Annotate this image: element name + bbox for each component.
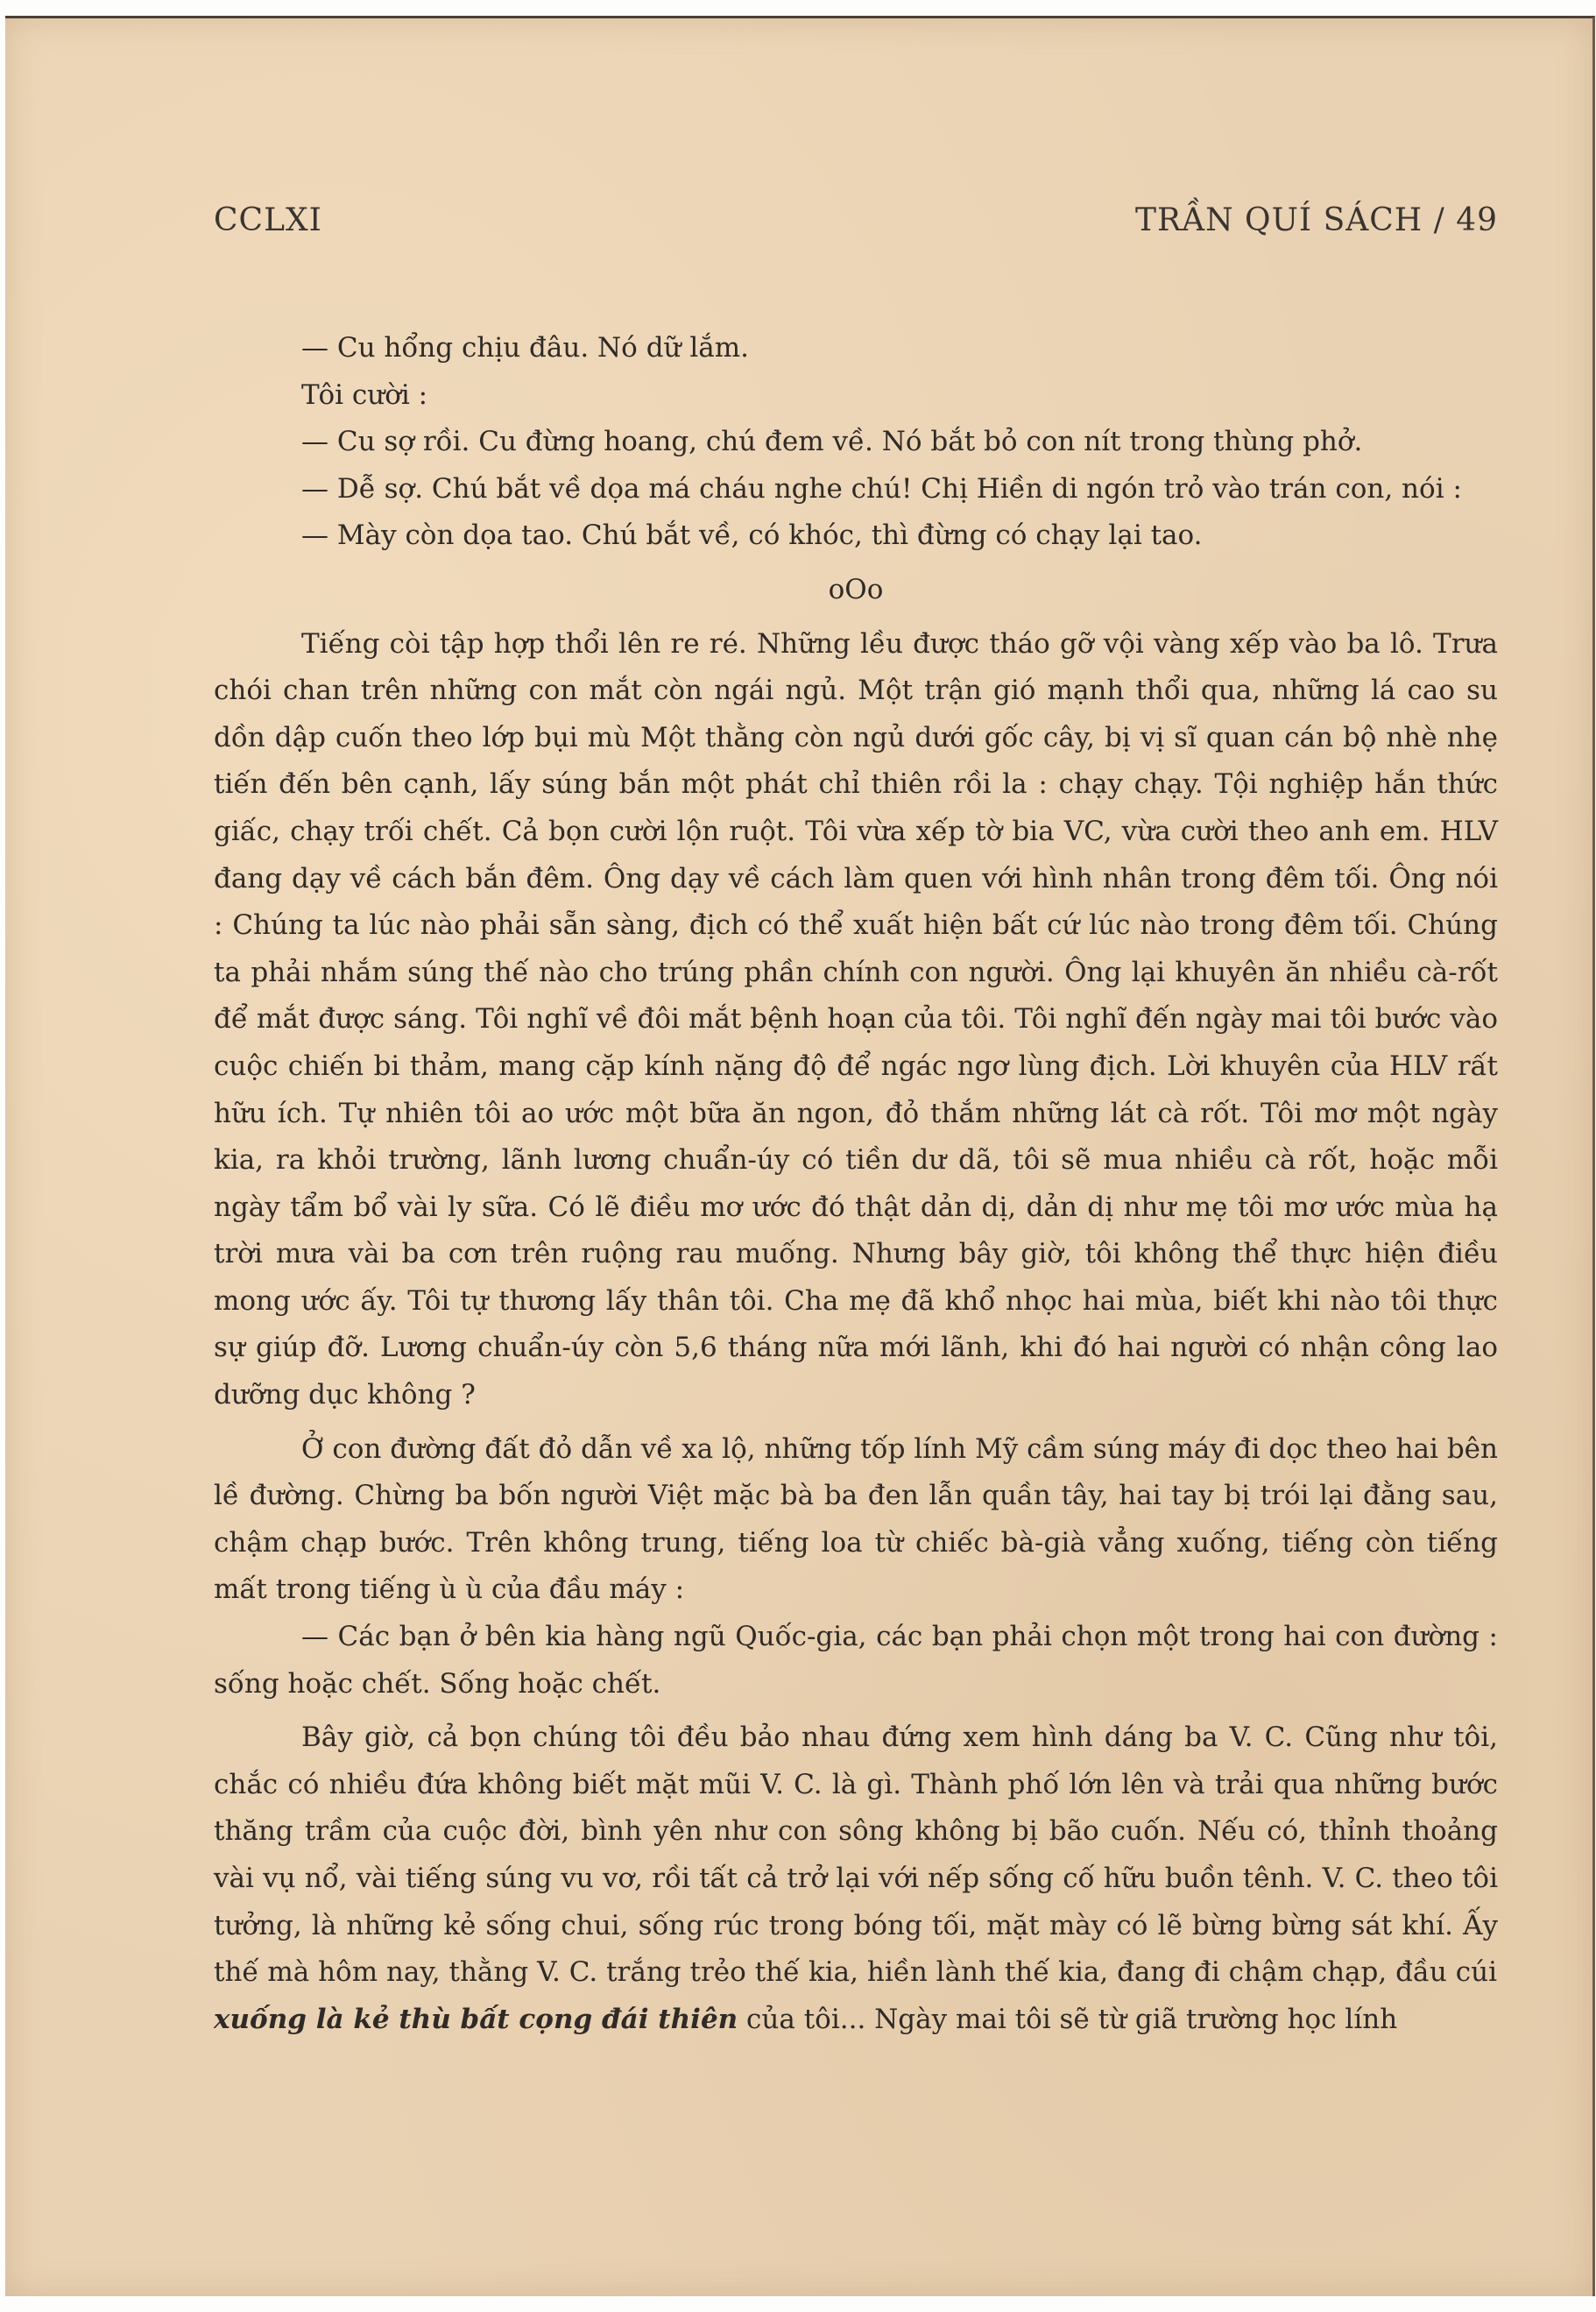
paragraph-continuation: [214, 1997, 1498, 2044]
italic-phrase: xuống là kẻ thù bất cọng đái thiên: [214, 2003, 738, 2035]
author-page-number: TRẦN QUÍ SÁCH / 49: [1135, 202, 1498, 238]
narration-line: Tôi cười :: [301, 378, 428, 411]
book-page: [5, 16, 1595, 2296]
dialogue-line: — Mày còn dọa tao. Chú bắt về, có khóc, thì đừng có chạy lại tao.: [301, 520, 1203, 552]
dialogue-line: — Cu sợ rồi. Cu đừng hoang, chú đem về. Nó bắt bỏ con nít trong thùng phở.: [301, 426, 1363, 458]
paragraph: Ở con đường đất đỏ dẫn về xa lộ, những tốp lính Mỹ cầm súng máy đi dọc theo hai bên lề đường. Chừng ba bốn người Việt mặc bà ba đen lẫn quần tây, hai tay bị trói lại đằng sau, chậm chạp bước. Trên không trung, tiếng loa từ chiếc bà-già vẳng xuống, tiếng còn tiếng mất trong tiếng ù ù của đầu máy :: [214, 1432, 1498, 1606]
chapter-numeral: CCLXI: [214, 202, 322, 238]
body-text: [214, 325, 1498, 2043]
section-separator: oOo: [828, 573, 884, 605]
paragraph: Tiếng còi tập hợp thổi lên re ré. Những lều được tháo gỡ vội vàng xếp vào ba lô. Trưa chói chan trên những con mắt còn ngái ngủ. Một trận gió mạnh thổi qua, những lá cao su dồn dập cuốn theo lớp bụi mù Một thằng còn ngủ dưới gốc cây, bị vị sĩ quan cán bộ nhè nhẹ tiến đến bên cạnh, lấy súng bắn một phát chỉ thiên rồi la : chạy chạy. Tội nghiệp hắn thức giấc, chạy trối chết. Cả bọn cười lộn ruột. Tôi vừa xếp tờ bia VC, vừa cười theo anh em. HLV đang dạy về cách bắn đêm. Ông dạy về cách làm quen với hình nhân trong đêm tối. Ông nói : Chúng ta lúc nào phải sẵn sàng, địch có thể xuất hiện bất cứ lúc nào trong đêm tối. Chúng ta phải nhắm súng thế nào cho trúng phần chính con người. Ông lại khuyên ăn nhiều cà-rốt để mắt được sáng. Tôi nghĩ về đôi mắt bệnh hoạn của tôi. Tôi nghĩ đến ngày mai tôi bước vào cuộc chiến bi thảm, mang cặp kính nặng độ để ngác ngơ lùng địch. Lời khuyên của HLV rất hữu ích. Tự nhiên tôi ao ước một bữa ăn ngon, đỏ thắm những lát cà rốt. Tôi mơ một ngày kia, ra khỏi trường, lãnh lương chuẩn-úy có tiền dư dã, tôi sẽ mua nhiều cà rốt, hoặc mỗi ngày tẩm bổ vài ly sữa. Có lẽ điều mơ ước đó thật dản dị, dản dị như mẹ tôi mơ ước mùa hạ trời mưa vài ba cơn trên ruộng rau muống. Nhưng bây giờ, tôi không thể thực hiện điều mong ước ấy. Tôi tự thương lấy thân tôi. Cha mẹ đã khổ nhọc hai mùa, biết khi nào tôi thực sự giúp đỡ. Lương chuẩn-úy còn 5,6 tháng nữa mới lãnh, khi đó hai người có nhận công lao dưỡng dục không ?: [214, 627, 1498, 1411]
dialogue-line: — Cu hổng chịu đâu. Nó dữ lắm.: [301, 332, 750, 364]
dialogue-line: — Dễ sợ. Chú bắt về dọa má cháu nghe chú! Chị Hiền di ngón trỏ vào trán con, nói :: [301, 472, 1462, 505]
dialogue-line: — Các bạn ở bên kia hàng ngũ Quốc-gia, các bạn phải chọn một trong hai con đường : sống hoặc chết. Sống hoặc chết.: [214, 1621, 1498, 1700]
paragraph: Bây giờ, cả bọn chúng tôi đều bảo nhau đứng xem hình dáng ba V. C. Cũng như tôi, chắc có nhiều đứa không biết mặt mũi V. C. là gì. Thành phố lớn lên và trải qua những bước thăng trầm của cuộc đời, bình yên như con sông không bị bão cuốn. Nếu có, thỉnh thoảng vài vụ nổ, vài tiếng súng vu vơ, rồi tất cả trở lại với nếp sống cố hữu buồn tênh. V. C. theo tôi tưởng, là những kẻ sống chui, sống rúc trong bóng tối, mặt mày có lẽ bừng bừng sát khí. Ấy thế mà hôm nay, thằng V. C. trắng trẻo thế kia, hiền lành thế kia, đang đi chậm chạp, đầu cúi: [214, 1722, 1498, 1989]
line-remainder: của tôi... Ngày mai tôi sẽ từ giã trường học lính: [738, 2003, 1398, 2035]
running-head: [214, 202, 1498, 255]
